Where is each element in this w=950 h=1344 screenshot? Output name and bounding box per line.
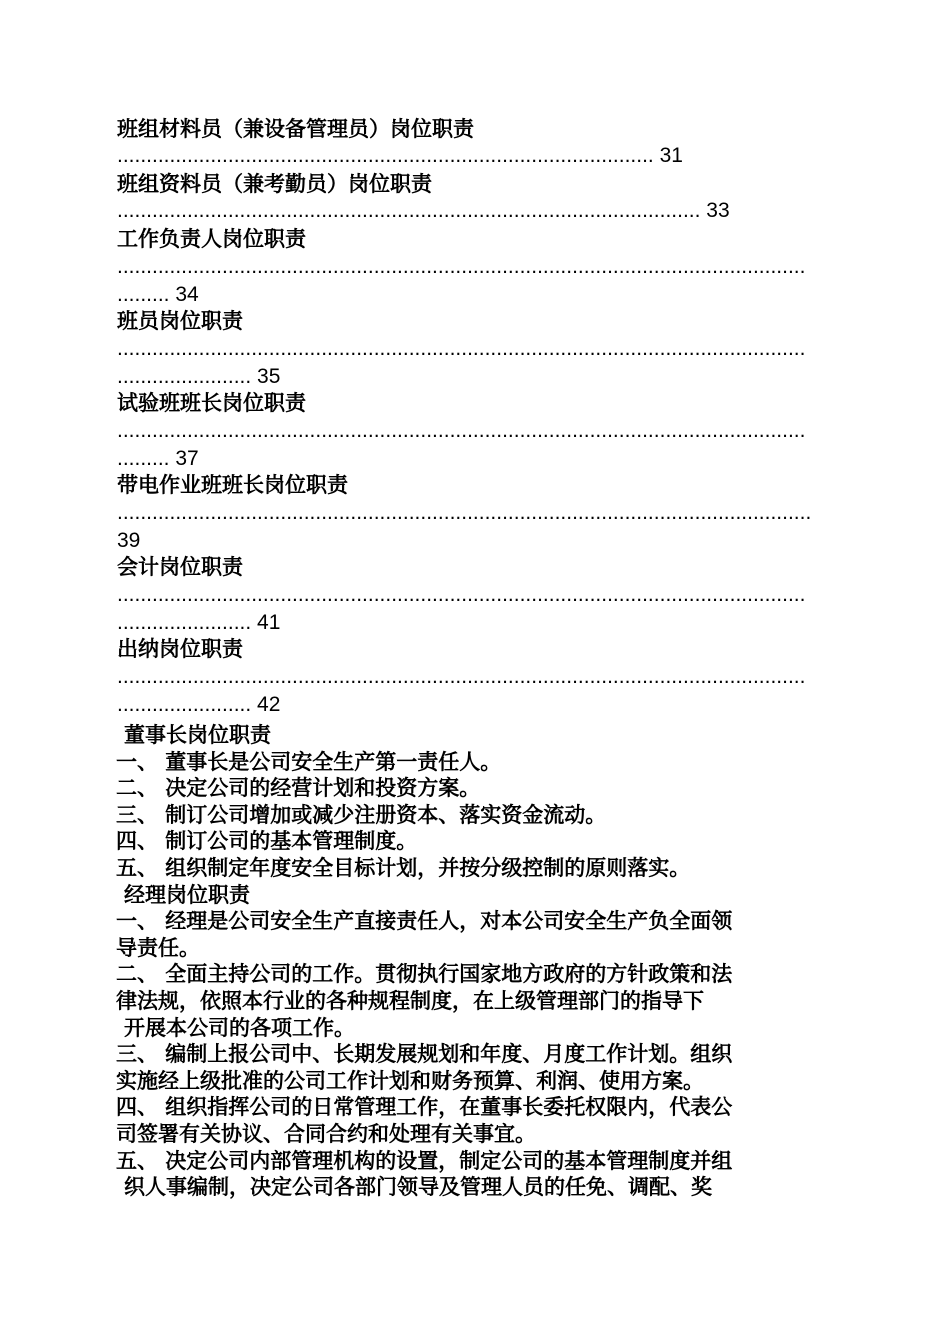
body-line: 二、 全面主持公司的工作。贯彻执行国家地方政府的方针政策和法 xyxy=(116,962,733,987)
toc-leader-dots: ......... xyxy=(117,283,170,306)
body-line: 五、 决定公司内部管理机构的设置，制定公司的基本管理制度并组 xyxy=(116,1148,733,1173)
toc-page-number: 39 xyxy=(117,529,141,552)
body-line: 三、 制订公司增加或减少注册资本、落实资金流动。 xyxy=(116,802,607,827)
toc-entry-title[interactable]: 出纳岗位职责 xyxy=(117,637,243,661)
toc-entry-leader xyxy=(117,363,837,390)
toc-page-number: 37 xyxy=(175,447,199,470)
body-line: 律法规，依照本行业的各种规程制度，在上级管理部门的指导下 xyxy=(116,988,704,1013)
body-line: 导责任。 xyxy=(116,935,200,960)
section-heading: 经理岗位职责 xyxy=(124,882,250,907)
toc-leader-line: ...................................................................................................................... xyxy=(117,255,806,278)
toc-page-number: 31 xyxy=(659,144,683,167)
toc-leader-dots: ....................... xyxy=(117,365,252,388)
toc-entry-title[interactable]: 试验班班长岗位职责 xyxy=(117,391,306,415)
toc-entry-title[interactable]: 班组材料员（兼设备管理员）岗位职责 xyxy=(117,117,474,141)
table-of-contents xyxy=(117,116,837,718)
toc-entry-leader xyxy=(117,142,837,169)
toc-page-number: 33 xyxy=(706,199,730,222)
toc-page-number: 41 xyxy=(257,611,281,634)
toc-entry-title[interactable]: 班员岗位职责 xyxy=(117,309,243,333)
toc-leader-line: ...................................................................................................................... xyxy=(117,337,806,360)
toc-page-number: 34 xyxy=(175,283,199,306)
toc-entry-leader xyxy=(117,609,837,636)
toc-entry-leader xyxy=(117,691,837,718)
toc-leader-line: ...................................................................................................................... xyxy=(117,665,806,688)
body-line: 三、 编制上报公司中、长期发展规划和年度、月度工作计划。组织 xyxy=(116,1042,733,1067)
toc-leader-line: ...................................................................................................................... xyxy=(117,419,806,442)
toc-entry-leader xyxy=(117,445,837,472)
body-line: 司签署有关协议、合同合约和处理有关事宜。 xyxy=(116,1121,536,1146)
toc-page-number: 42 xyxy=(257,693,281,716)
body-line: 一、 董事长是公司安全生产第一责任人。 xyxy=(116,749,502,774)
toc-entry-leader xyxy=(117,527,837,554)
body-line: 二、 决定公司的经营计划和投资方案。 xyxy=(116,776,481,801)
body-line: 四、 组织指挥公司的日常管理工作，在董事长委托权限内，代表公 xyxy=(116,1095,733,1120)
toc-leader-dots: ............................................................................................ xyxy=(117,144,654,167)
toc-leader-dots: ....................... xyxy=(117,611,252,634)
toc-leader-dots: ....................... xyxy=(117,693,252,716)
section-heading: 董事长岗位职责 xyxy=(124,723,271,747)
toc-entry-title[interactable]: 班组资料员（兼考勤员）岗位职责 xyxy=(117,172,432,196)
toc-leader-dots: ......... xyxy=(117,447,170,470)
toc-entry-leader xyxy=(117,281,837,308)
body-line: 五、 组织制定年度安全目标计划，并按分级控制的原则落实。 xyxy=(116,855,691,880)
toc-leader-line: ....................................................................................................................... xyxy=(117,501,812,524)
toc-entry-title[interactable]: 会计岗位职责 xyxy=(117,555,243,579)
body-line: 四、 制订公司的基本管理制度。 xyxy=(116,829,418,854)
body-line: 实施经上级批准的公司工作计划和财务预算、利润、使用方案。 xyxy=(116,1068,704,1093)
toc-entry-title[interactable]: 带电作业班班长岗位职责 xyxy=(117,473,348,497)
body-text xyxy=(116,722,828,1201)
body-line: 一、 经理是公司安全生产直接责任人，对本公司安全生产负全面领 xyxy=(116,909,733,934)
toc-entry-leader xyxy=(117,197,837,224)
body-line: 开展本公司的各项工作。 xyxy=(124,1015,355,1040)
toc-entry-title[interactable]: 工作负责人岗位职责 xyxy=(117,227,306,251)
toc-leader-line: ...................................................................................................................... xyxy=(117,583,806,606)
body-line: 织人事编制，决定公司各部门领导及管理人员的任免、调配、奖 xyxy=(124,1175,712,1200)
toc-page-number: 35 xyxy=(257,365,281,388)
toc-leader-dots: .................................................................................................... xyxy=(117,199,701,222)
